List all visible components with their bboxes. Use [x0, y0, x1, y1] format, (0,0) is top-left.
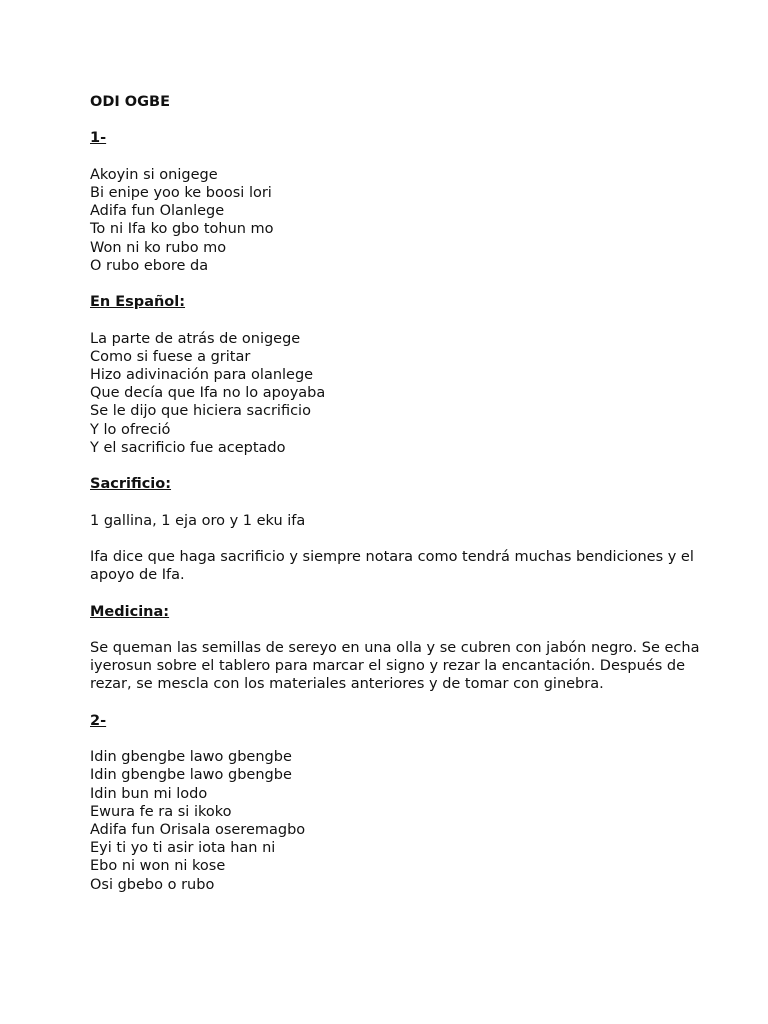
spanish-line: Hizo adivinación para olanlege — [90, 366, 314, 383]
spanish-line: La parte de atrás de onigege — [90, 330, 301, 347]
verse-line: Bi enipe yoo ke boosi lori — [90, 184, 272, 201]
verse-line: O rubo ebore da — [90, 257, 209, 274]
verse-line: Eyi ti yo ti asir iota han ni — [90, 840, 276, 857]
sacrificio-heading: Sacrificio: — [90, 476, 172, 493]
verse-line: Adifa fun Olanlege — [90, 203, 225, 220]
verse-line: To ni Ifa ko gbo tohun mo — [90, 221, 274, 238]
verse-line: Idin gbengbe lawo gbengbe — [90, 749, 292, 766]
verse-line: Ebo ni won ni kose — [90, 858, 226, 875]
verse-line: Won ni ko rubo mo — [90, 239, 227, 256]
spanish-verse — [90, 330, 710, 457]
section-1-verse — [90, 166, 710, 275]
spanish-line: Que decía que Ifa no lo apoyaba — [90, 385, 326, 402]
document-page — [90, 93, 710, 894]
spanish-line: Como si fuese a gritar — [90, 348, 251, 365]
spanish-line: Se le dijo que hiciera sacrificio — [90, 403, 311, 420]
verse-line: Idin bun mi lodo — [90, 785, 208, 802]
verse-line: Osi gbebo o rubo — [90, 876, 215, 893]
verse-line: Adifa fun Orisala oseremagbo — [90, 821, 306, 838]
document-title: ODI OGBE — [90, 94, 170, 110]
spanish-line: Y el sacrificio fue aceptado — [90, 439, 286, 456]
medicina-heading: Medicina: — [90, 603, 170, 620]
sacrificio-text: Ifa dice que haga sacrificio y siempre notara como tendrá muchas bendiciones y el apoyo de Ifa. — [90, 548, 694, 584]
section-1-heading: 1- — [90, 130, 107, 147]
verse-line: Idin gbengbe lawo gbengbe — [90, 767, 292, 784]
verse-line: Akoyin si onigege — [90, 166, 218, 183]
verse-line: Ewura fe ra si ikoko — [90, 803, 232, 820]
section-2-verse — [90, 748, 710, 894]
spanish-line: Y lo ofreció — [90, 421, 171, 438]
spanish-heading: En Español: — [90, 294, 186, 311]
section-2-heading: 2- — [90, 712, 107, 729]
sacrificio-items: 1 gallina, 1 eja oro y 1 eku ifa — [90, 512, 306, 529]
medicina-text: Se queman las semillas de sereyo en una olla y se cubren con jabón negro. Se echa iyerosun sobre el tablero para marcar el signo y rezar la encantación. Después de rezar, se mescla con los materiales anteriores y de tomar con ginebra. — [90, 639, 700, 693]
